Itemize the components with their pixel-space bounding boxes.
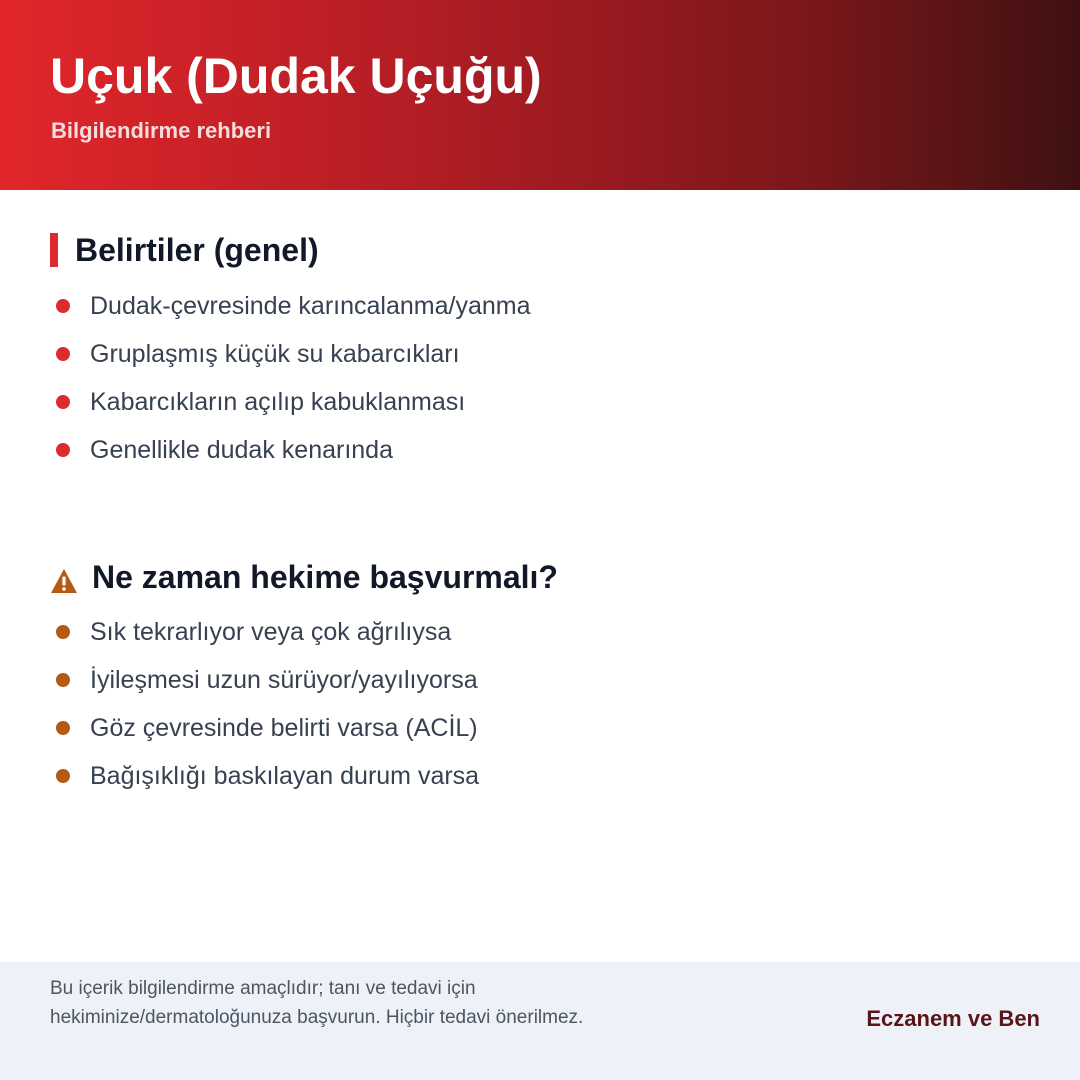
doctor-heading bbox=[50, 555, 558, 599]
bullet-icon bbox=[56, 721, 70, 735]
page-subtitle: Bilgilendirme rehberi bbox=[51, 118, 272, 143]
disclaimer-text bbox=[50, 974, 750, 1032]
brand-name: Eczanem ve Ben bbox=[866, 1006, 1040, 1031]
list-item bbox=[56, 330, 531, 378]
symptoms-heading bbox=[50, 230, 319, 270]
bullet-icon bbox=[56, 347, 70, 361]
list-item-text: Sık tekrarlıyor veya çok ağrılıysa bbox=[90, 618, 452, 646]
disclaimer-line: hekiminize/dermatoloğunuza başvurun. Hiçbir tedavi önerilmez. bbox=[50, 1007, 584, 1028]
bullet-icon bbox=[56, 625, 70, 639]
list-item bbox=[56, 378, 531, 426]
list-item-text: Göz çevresinde belirti varsa (ACİL) bbox=[90, 714, 478, 742]
list-item-text: Gruplaşmış küçük su kabarcıkları bbox=[90, 340, 460, 368]
symptoms-heading-text: Belirtiler (genel) bbox=[75, 232, 319, 268]
footer bbox=[0, 962, 1080, 1080]
list-item bbox=[56, 608, 479, 656]
list-item-text: Kabarcıkların açılıp kabuklanması bbox=[90, 388, 466, 416]
page-title: Uçuk (Dudak Uçuğu) bbox=[50, 48, 542, 104]
warning-icon bbox=[50, 567, 78, 595]
symptoms-list bbox=[56, 282, 531, 474]
list-item bbox=[56, 282, 531, 330]
list-item bbox=[56, 752, 479, 800]
doctor-heading-text: Ne zaman hekime başvurmalı? bbox=[92, 559, 558, 595]
bullet-icon bbox=[56, 769, 70, 783]
list-item-text: Dudak-çevresinde karıncalanma/yanma bbox=[90, 292, 531, 320]
list-item-text: Bağışıklığı baskılayan durum varsa bbox=[90, 762, 480, 790]
list-item-text: Genellikle dudak kenarında bbox=[90, 436, 393, 464]
list-item-text: İyileşmesi uzun sürüyor/yayılıyorsa bbox=[90, 666, 478, 694]
disclaimer-line: Bu içerik bilgilendirme amaçlıdır; tanı ve tedavi için bbox=[50, 978, 476, 999]
accent-bar bbox=[50, 233, 58, 267]
bullet-icon bbox=[56, 673, 70, 687]
list-item bbox=[56, 704, 479, 752]
list-item bbox=[56, 426, 531, 474]
doctor-list bbox=[56, 608, 479, 800]
bullet-icon bbox=[56, 395, 70, 409]
header-banner bbox=[0, 0, 1080, 190]
bullet-icon bbox=[56, 443, 70, 457]
list-item bbox=[56, 656, 479, 704]
bullet-icon bbox=[56, 299, 70, 313]
